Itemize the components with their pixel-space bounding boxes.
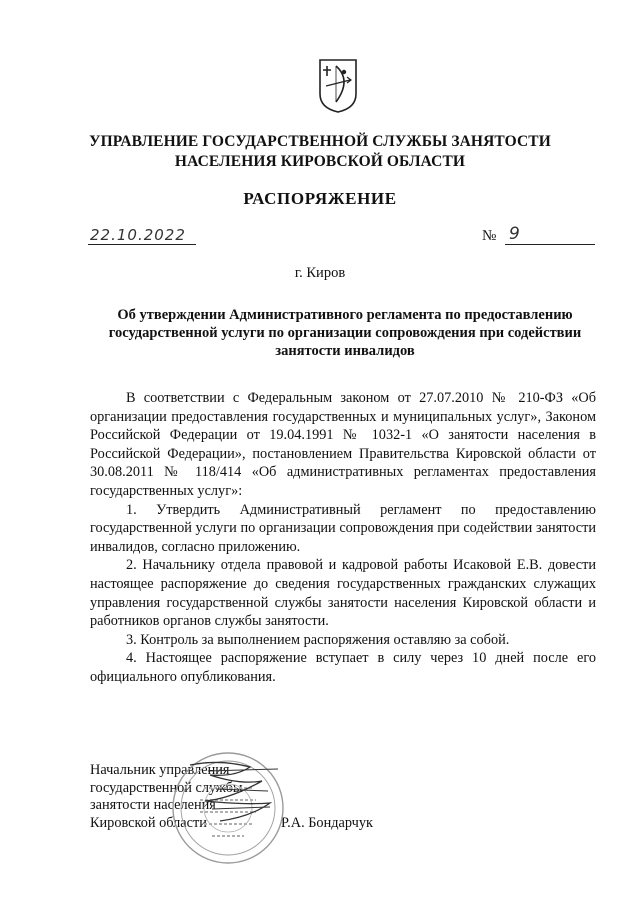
subject-line: Об утверждении Административного регламента по предоставлению <box>117 307 573 323</box>
date-underline <box>88 244 196 245</box>
subject-line: государственной услуги по организации сопровождения при содействии <box>108 325 582 341</box>
order-item-2: 2. Начальнику отдела правовой и кадровой работы Исаковой Е.В. довести настоящее распоряжение до сведения государственных гражданских служащих управления государственной службы занятости населения Кировской области и работников органов службы занятости. <box>90 557 596 630</box>
document-date: 22.10.2022 <box>90 226 186 244</box>
kirov-coat-of-arms-icon <box>318 58 358 114</box>
order-item-4: 4. Настоящее распоряжение вступает в силу через 10 дней после его официального опубликования. <box>90 650 596 685</box>
position-line: государственной службы <box>90 779 243 796</box>
position-line: занятости населения <box>90 797 216 814</box>
number-underline <box>505 244 595 245</box>
signer-name: Р.А. Бондарчук <box>281 815 373 831</box>
organization-name-line1: УПРАВЛЕНИЕ ГОСУДАРСТВЕННОЙ СЛУЖБЫ ЗАНЯТОСТИ <box>89 133 551 150</box>
city-label: г. Киров <box>294 265 346 281</box>
preamble-paragraph: В соответствии с Федеральным законом от 27.07.2010 № 210-ФЗ «Об организации предоставления государственных и муниципальных услуг», Законом Российской Федерации от 19.04.1991 № 1032-1 «О занятости населения в Российской Федерации», постановлением Правительства Кировской области от 30.08.2011 № 118/414 «Об административных регламентах предоставления государственных услуг»: <box>90 390 596 499</box>
document-type-title: РАСПОРЯЖЕНИЕ <box>243 189 397 208</box>
position-line: Кировской области <box>90 814 207 831</box>
number-label: № <box>482 228 497 244</box>
signatory-position <box>90 762 242 832</box>
order-item-3: 3. Контроль за выполнением распоряжения оставляю за собой. <box>126 631 510 648</box>
subject-line: занятости инвалидов <box>275 343 415 359</box>
position-line: Начальник управления <box>90 762 230 778</box>
organization-name-line2: НАСЕЛЕНИЯ КИРОВСКОЙ ОБЛАСТИ <box>174 153 466 170</box>
order-item-1: 1. Утвердить Административный регламент по предоставлению государственной услуги по организации сопровождения при содействии занятости инвалидов, согласно приложению. <box>90 501 596 555</box>
document-number: 9 <box>509 224 520 244</box>
document-subject <box>90 306 600 360</box>
document-body <box>90 389 596 687</box>
